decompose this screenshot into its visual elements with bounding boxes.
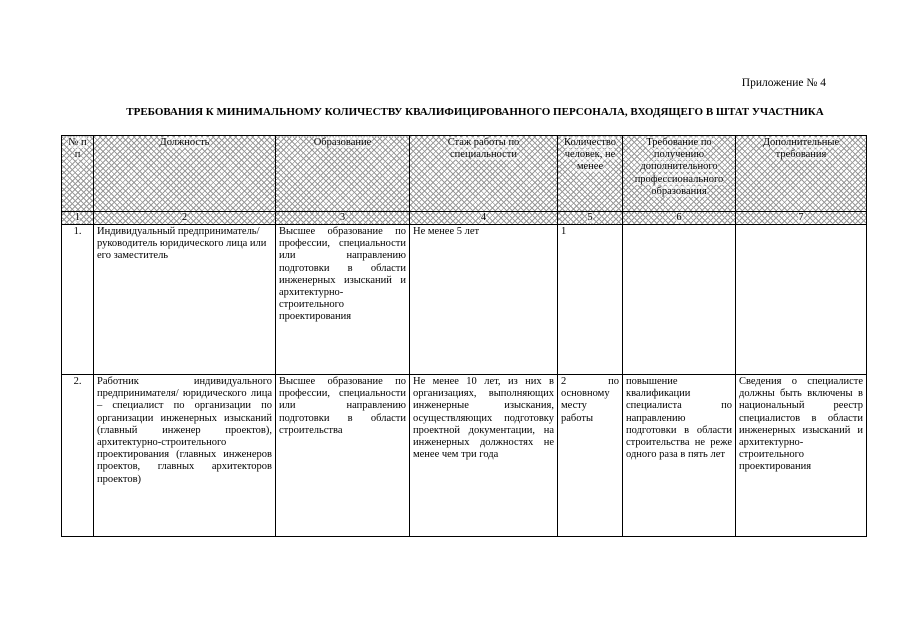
row-number: 2.: [62, 375, 94, 537]
column-number: 2: [94, 212, 276, 225]
column-number: 3: [276, 212, 410, 225]
experience-cell: Не менее 5 лет: [410, 225, 558, 375]
header-number: № п п: [62, 136, 94, 212]
experience-cell: Не менее 10 лет, из них в организациях, выполняющих инженерные изыскания, осуществляющих подготовку проектной документации, на инженерных должностях не менее чем три года: [410, 375, 558, 537]
additional-education-cell: [623, 225, 736, 375]
education-cell: Высшее образование по профессии, специальности или направлению подготовки в области строительства: [276, 375, 410, 537]
position-cell: Индивидуальный предприниматель/руководитель юридического лица или его заместитель: [94, 225, 276, 375]
additional-education-cell: повышение квалификации специалиста по направлению подготовки в области строительства не реже одного раза в пять лет: [623, 375, 736, 537]
header-count: Количество человек, не менее: [558, 136, 623, 212]
header-row: [62, 136, 867, 212]
header-additional-requirements: Дополнительные требования: [736, 136, 867, 212]
count-cell: 1: [558, 225, 623, 375]
column-number: 5: [558, 212, 623, 225]
header-position: Должность: [94, 136, 276, 212]
header-education: Образование: [276, 136, 410, 212]
document-title: ТРЕБОВАНИЯ К МИНИМАЛЬНОМУ КОЛИЧЕСТВУ КВАЛИФИЦИРОВАННОГО ПЕРСОНАЛА, ВХОДЯЩЕГО В ШТАТ УЧАСТНИКА: [126, 106, 824, 118]
count-cell: 2 по основному месту работы: [558, 375, 623, 537]
column-number: 6: [623, 212, 736, 225]
header-additional-education: Требование по получению дополнительного профессионального образования: [623, 136, 736, 212]
column-number: 1: [62, 212, 94, 225]
column-number: 7: [736, 212, 867, 225]
position-cell: Работник индивидуального предпринимателя/ юридического лица – специалист по организации по организации инженерных изысканий (главный инженер проектов), архитектурно-строительного проектирования (главных инженеров проектов, главных архитекторов проектов): [94, 375, 276, 537]
requirements-table: [61, 135, 867, 537]
table-row: [62, 375, 867, 537]
column-number-row: [62, 212, 867, 225]
additional-requirements-cell: Сведения о специалисте должны быть включены в национальный реестр специалистов в области инженерных изысканий и архитектурно-строительного проектирования: [736, 375, 867, 537]
table-row: [62, 225, 867, 375]
row-number: 1.: [62, 225, 94, 375]
header-experience: Стаж работы по специальности: [410, 136, 558, 212]
education-cell: Высшее образование по профессии, специальности или направлению подготовки в области инженерных изысканий и архитектурно-строительного проектирования: [276, 225, 410, 375]
appendix-label: Приложение № 4: [741, 77, 826, 89]
column-number: 4: [410, 212, 558, 225]
additional-requirements-cell: [736, 225, 867, 375]
